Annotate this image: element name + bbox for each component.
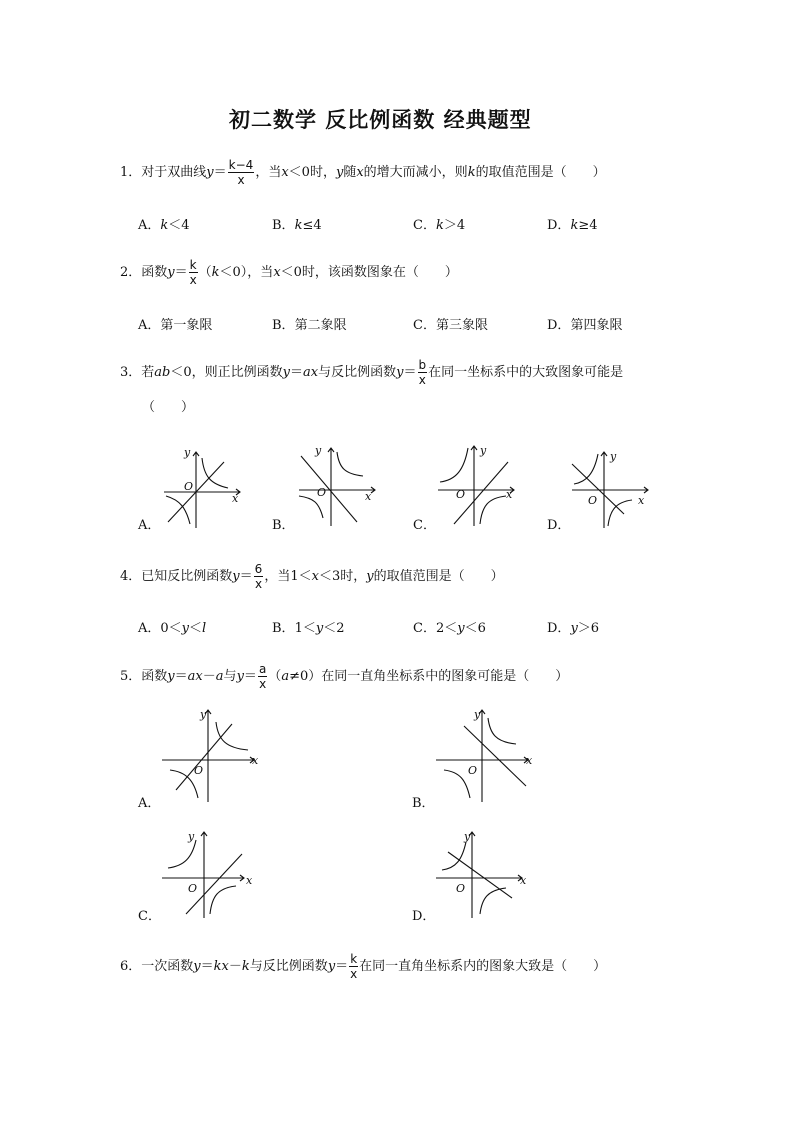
q5-number: 5．: [120, 669, 142, 684]
option-text: ＜4: [168, 218, 190, 233]
option-label: B．: [272, 621, 295, 636]
q3-number: 3．: [120, 365, 142, 380]
option-label: B．: [272, 318, 295, 333]
hyperbola-branch-q2: [440, 448, 468, 482]
q1-text-6: 的取值范围是（ ）: [475, 165, 606, 180]
q3-text-3: 与反比例函数: [318, 365, 397, 380]
question-5: [120, 662, 568, 691]
hyperbola-branch-q4: [480, 888, 506, 914]
y-label: y: [315, 444, 322, 457]
q5-var-a2: a: [281, 669, 290, 684]
q5-text-3: （: [268, 669, 282, 684]
q3-option-d[interactable]: D．: [547, 518, 571, 533]
q3-eq2: ＝: [403, 365, 417, 380]
q4-var-y2: y: [366, 569, 374, 584]
q3-option-b[interactable]: B．: [272, 518, 295, 533]
q2-text-4: ＜0时，该函数图象在（ ）: [280, 265, 458, 280]
q2-eq: ＝: [174, 265, 188, 280]
q3-graph-c[interactable]: [434, 440, 524, 530]
option-text: ≤4: [302, 218, 322, 233]
q3-eq: ＝: [290, 365, 304, 380]
q3-fraction: [418, 358, 428, 387]
origin-label: O: [194, 764, 204, 777]
q3-option-c[interactable]: C．: [413, 518, 436, 533]
page-title: 初二数学 反比例函数 经典题型: [229, 107, 532, 132]
option-text-2: ＜2: [323, 621, 345, 636]
y-label: y: [188, 830, 195, 843]
q6-eq: ＝: [200, 959, 214, 974]
q5-option-b[interactable]: B．: [412, 796, 435, 811]
q4-option-c[interactable]: [413, 617, 486, 636]
q3-var-y: y: [282, 365, 291, 380]
question-2: [120, 258, 458, 287]
q5-option-d[interactable]: D．: [412, 909, 436, 924]
option-label: C．: [413, 621, 436, 636]
q2-var-x: x: [273, 265, 281, 280]
q1-var-y2: y: [335, 165, 344, 180]
y-label: y: [464, 830, 471, 843]
option-text-2: ＜: [189, 621, 203, 636]
q5-graph-b[interactable]: [434, 704, 544, 804]
q5-fraction: [258, 662, 267, 691]
q3-graph-a[interactable]: [160, 444, 250, 534]
q3-frac-num: b: [418, 358, 427, 372]
y-label: y: [200, 708, 207, 721]
q3-text-4: 在同一坐标系中的大致图象可能是: [428, 365, 624, 380]
q2-frac-num: k: [189, 258, 197, 272]
origin-label: O: [468, 764, 478, 777]
q4-eq: ＝: [239, 569, 253, 584]
q4-number: 4．: [120, 569, 142, 584]
q6-frac-num: k: [350, 952, 358, 966]
q5-text-2: 与: [223, 669, 237, 684]
question-1: [120, 158, 606, 187]
q3-frac-den: x: [418, 373, 426, 387]
q2-text-2: （: [198, 265, 212, 280]
linear-line: [176, 724, 232, 790]
q1-text: 对于双曲线: [141, 165, 207, 180]
linear-line: [464, 726, 526, 786]
hyperbola-branch-q4: [210, 886, 236, 914]
option-label: D．: [547, 621, 571, 636]
q5-option-a[interactable]: A．: [138, 796, 161, 811]
y-label: y: [184, 446, 191, 459]
q5-graph-d[interactable]: [434, 826, 544, 922]
hyperbola-branch-q1: [337, 452, 363, 476]
option-label: A．: [138, 621, 161, 636]
q2-number: 2．: [120, 265, 142, 280]
q5-eq: ＝: [174, 669, 188, 684]
q3-graph-d[interactable]: [568, 448, 658, 538]
x-label: x: [246, 874, 253, 887]
q2-var-y: y: [167, 265, 175, 280]
q6-var-k: k: [241, 959, 250, 974]
q5-var-a: a: [215, 669, 224, 684]
option-text: 第四象限: [570, 318, 623, 333]
option-label: A．: [138, 318, 161, 333]
proportional-line: [301, 456, 357, 522]
q5-frac-num: a: [258, 662, 267, 676]
q5-eq2: ＝: [243, 669, 257, 684]
origin-label: O: [456, 488, 466, 501]
option-var: y: [315, 621, 324, 636]
q3-graph-b[interactable]: [295, 440, 385, 530]
x-label: x: [520, 874, 527, 887]
q3-text: 若: [141, 365, 155, 380]
q2-text: 函数: [141, 265, 168, 280]
option-text: 第一象限: [160, 318, 213, 333]
q3-text-2: ＜0，则正比例函数: [170, 365, 283, 380]
x-label: x: [252, 754, 259, 767]
q1-option-d[interactable]: [547, 214, 598, 233]
q3-var-y2: y: [396, 365, 404, 380]
q6-var-y2: y: [327, 959, 336, 974]
q2-option-b[interactable]: [272, 314, 347, 333]
q1-option-a[interactable]: [138, 214, 190, 233]
q1-text-4: 随: [343, 165, 357, 180]
q1-text-5: 的增大而减小，则: [363, 165, 468, 180]
origin-label: O: [588, 494, 598, 507]
x-label: x: [638, 494, 645, 507]
q6-fraction: [349, 952, 358, 981]
q4-text-4: 的取值范围是（ ）: [373, 569, 504, 584]
option-text: ＞4: [443, 218, 466, 233]
option-label: A．: [138, 218, 161, 233]
q1-option-b[interactable]: [272, 214, 322, 233]
question-3: [120, 358, 623, 387]
q2-option-c[interactable]: [413, 314, 488, 333]
option-label: D．: [547, 318, 571, 333]
option-var: k: [435, 218, 444, 233]
q1-option-c[interactable]: [413, 214, 465, 233]
q4-option-d[interactable]: [547, 617, 599, 636]
hyperbola-branch-q1: [488, 718, 516, 744]
q6-var-kx: kx: [213, 959, 229, 974]
q6-text-3: 在同一直角坐标系内的图象大致是（ ）: [359, 959, 607, 974]
question-4: [120, 562, 504, 591]
option-text-2: ＞6: [577, 621, 600, 636]
q6-frac-den: x: [350, 967, 358, 981]
q5-frac-den: x: [259, 677, 267, 691]
q5-option-c[interactable]: C．: [138, 909, 161, 924]
q4-text-3: ＜3时，: [318, 569, 367, 584]
option-label: D．: [547, 218, 571, 233]
option-var: y: [457, 621, 465, 636]
option-var: y: [570, 621, 578, 636]
hyperbola-branch-q2: [168, 840, 196, 868]
q3-option-a[interactable]: A．: [138, 518, 161, 533]
q6-eq2: ＝: [335, 959, 349, 974]
q1-frac-num: k−4: [228, 158, 254, 172]
q5-var-ax: ax: [187, 669, 203, 684]
y-label: y: [480, 444, 487, 457]
option-text-2: ＜6: [464, 621, 486, 636]
q2-var-k: k: [211, 265, 220, 280]
option-var: k: [570, 218, 579, 233]
q4-text-2: ，当1＜: [264, 569, 312, 584]
option-label: B．: [272, 218, 295, 233]
q6-var-y: y: [193, 959, 201, 974]
q1-text-3: ＜0时，: [288, 165, 336, 180]
option-text: 第三象限: [435, 318, 488, 333]
q3-var-ab: ab: [154, 365, 171, 380]
q1-frac-den: x: [237, 173, 245, 187]
option-label: C．: [413, 318, 436, 333]
option-text: 1＜: [294, 621, 316, 636]
q1-var-x2: x: [356, 165, 364, 180]
q5-var-y2: y: [236, 669, 244, 684]
origin-label: O: [188, 882, 198, 895]
q3-answer-paren: （ ）: [142, 400, 195, 415]
y-label: y: [474, 708, 481, 721]
option-var: y: [181, 621, 190, 636]
origin-label: O: [317, 486, 327, 499]
q1-text-2: ，当: [255, 165, 282, 180]
q6-text: 一次函数: [141, 959, 194, 974]
q4-frac-den: x: [254, 577, 263, 591]
q1-number: 1．: [120, 165, 142, 180]
q6-number: 6．: [120, 959, 142, 974]
hyperbola-branch-q3: [299, 496, 323, 518]
x-label: x: [506, 488, 513, 501]
q4-option-b[interactable]: [272, 617, 344, 636]
q1-var-x: x: [281, 165, 289, 180]
q1-eq: ＝: [213, 165, 227, 180]
q1-var-y: y: [206, 165, 214, 180]
hyperbola-branch-q4: [608, 500, 632, 526]
q2-option-d[interactable]: [547, 314, 622, 333]
q4-option-a[interactable]: [138, 617, 206, 636]
hyperbola-branch-q4: [480, 496, 506, 524]
q4-var-y: y: [232, 569, 240, 584]
x-label: x: [365, 490, 372, 503]
y-label: y: [610, 450, 617, 463]
q4-fraction: [254, 562, 264, 591]
q4-text: 已知反比例函数: [141, 569, 233, 584]
option-text: 第二象限: [294, 318, 347, 333]
q5-text-4: ≠0）在同一直角坐标系中的图象可能是（ ）: [289, 669, 569, 684]
option-var: k: [160, 218, 169, 233]
hyperbola-branch-q1: [216, 722, 248, 750]
option-text: 2＜: [435, 621, 458, 636]
q5-minus: －: [202, 669, 216, 684]
q4-frac-num: 6: [254, 562, 263, 576]
q4-var-x: x: [311, 569, 319, 584]
question-6: [120, 952, 606, 981]
q2-option-a[interactable]: [138, 314, 212, 333]
option-var: k: [294, 218, 303, 233]
q5-graph-c[interactable]: [160, 826, 270, 922]
q2-fraction: [189, 258, 198, 287]
q5-text: 函数: [141, 669, 168, 684]
q6-text-2: 与反比例函数: [249, 959, 328, 974]
origin-label: O: [184, 480, 194, 493]
x-label: x: [526, 754, 533, 767]
q1-var-k: k: [467, 165, 476, 180]
origin-label: O: [456, 882, 466, 895]
q2-frac-den: x: [189, 273, 197, 287]
hyperbola-branch-q3: [444, 770, 470, 798]
q3-var-ax: ax: [303, 365, 319, 380]
option-label: C．: [413, 218, 436, 233]
q1-fraction: [228, 158, 255, 187]
q5-graph-a[interactable]: [160, 704, 270, 804]
option-text: ≥4: [578, 218, 598, 233]
q6-minus: －: [228, 959, 242, 974]
option-var-2: l: [202, 621, 207, 636]
proportional-line: [572, 464, 624, 514]
q5-var-y: y: [167, 669, 175, 684]
option-text: 0＜: [160, 621, 182, 636]
x-label: x: [232, 492, 239, 505]
q2-text-3: ＜0），当: [219, 265, 274, 280]
